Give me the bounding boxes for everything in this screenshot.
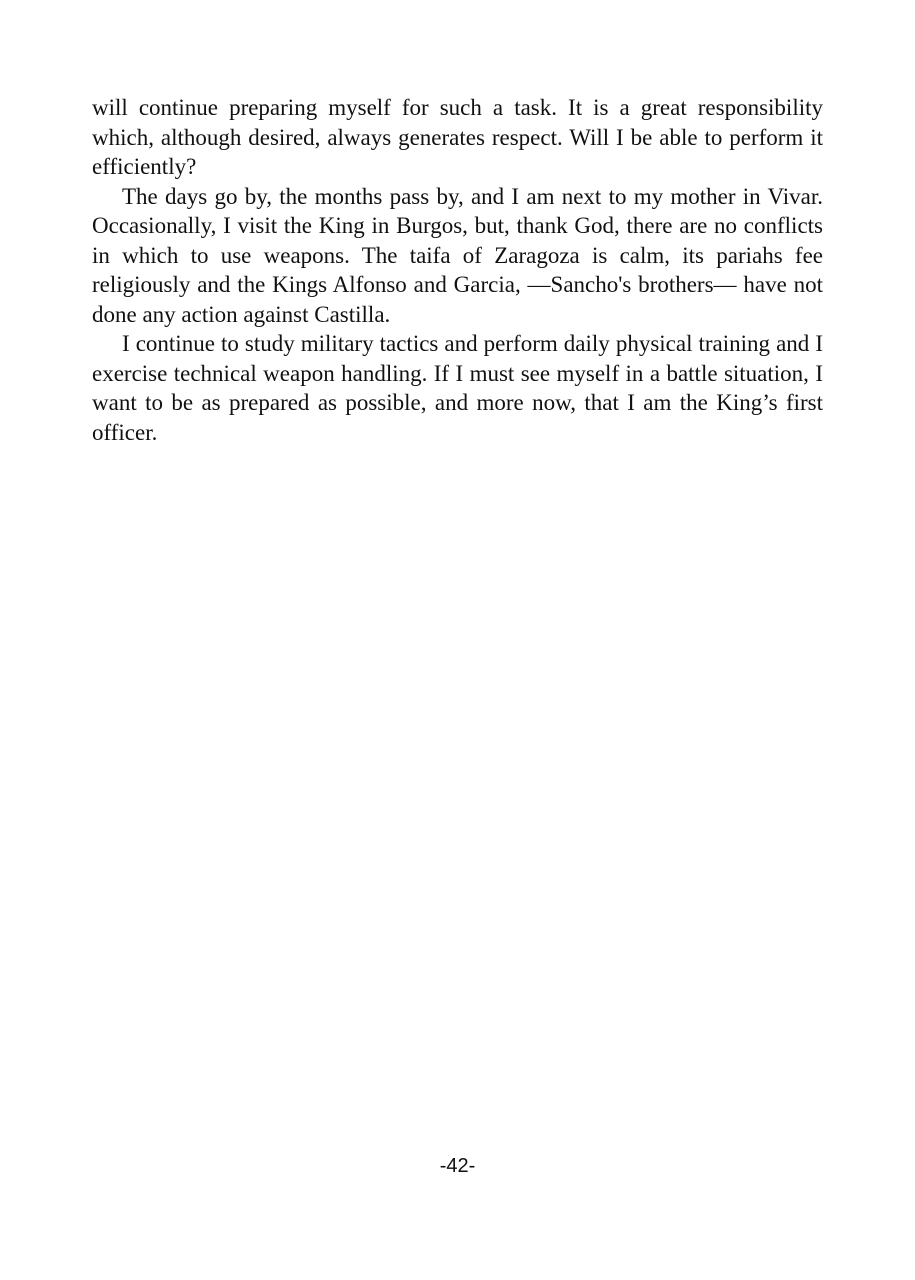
paragraph-days-go-by: The days go by, the months pass by, and I am next to my mother in Vivar. Occasionally, I visit the King in Burgos, but, thank God, there are no conflicts in which to use weapons. The taifa of Zaragoza is calm, its pariahs fee religiously and the Kings Alfonso and Garcia, ―Sancho's brothers― have not done any action against Castilla.	[92, 183, 823, 327]
page-number: -42-	[439, 1155, 476, 1177]
page-body	[92, 93, 823, 447]
paragraph-continuation: will continue preparing myself for such a task. It is a great responsibility which, although desired, always generates respect. Will I be able to perform it efficiently?	[92, 95, 823, 179]
paragraph-military-training: I continue to study military tactics and perform daily physical training and I exercise technical weapon handling. If I must see myself in a battle situation, I want to be as prepared as possible, and more now, that I am the King’s first officer.	[92, 331, 823, 445]
